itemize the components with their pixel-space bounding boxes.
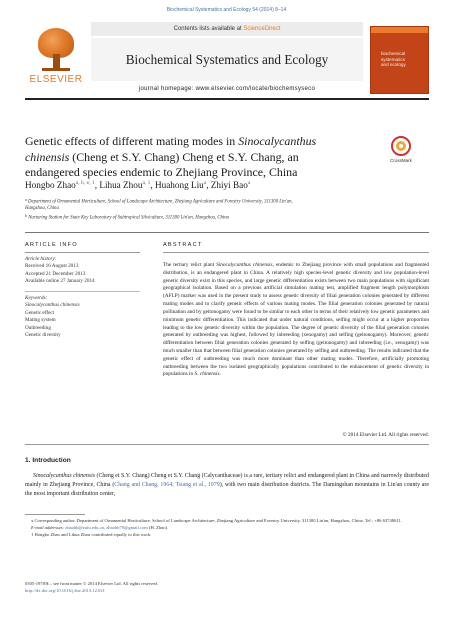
keyword-item: Mating system xyxy=(25,317,56,324)
email-line: E-mail addresses: zhaohb@zafu.edu.cn, zhaohb79@gmail.com (H. Zhao). xyxy=(31,524,169,530)
author-name[interactable]: Hongbo Zhao xyxy=(25,180,76,190)
online-date: Available online 27 January 2014 xyxy=(25,278,95,285)
elsevier-logo[interactable] xyxy=(25,26,87,92)
contents-bar xyxy=(91,22,363,36)
author-name[interactable]: Zhiyi Bao xyxy=(210,180,248,190)
journal-title-box xyxy=(91,38,363,81)
journal-header xyxy=(25,22,429,96)
sciencedirect-link[interactable]: ScienceDirect xyxy=(243,26,281,32)
keyword-item: Sinocalycanthus chinensis xyxy=(25,302,80,309)
keywords-label: Keywords: xyxy=(25,295,48,301)
author-affil-sup[interactable]: a, 1 xyxy=(142,180,151,186)
history-label: Article history: xyxy=(25,256,57,262)
cover-text xyxy=(381,51,427,68)
introduction-text: Sinocalycanthus chinensis (Cheng et S.Y. Chang) Cheng et S.Y. Chang (Calycanthaceae) is a rare, tertiary relict and endangered plant in China and narrowly distributed mainly in Zhejiang Province, China (Chang and Chang, 1964; Tsiang et al., 1979), with two main distribution districts. The Damingshan mountains in Lin'an county are the most important distribution center, xyxy=(25,473,429,497)
author-affil-sup[interactable]: a xyxy=(247,180,251,186)
footnotes xyxy=(25,518,429,539)
keyword-item: Genetic diversity xyxy=(25,331,61,338)
running-head: Biochemical Systematics and Ecology 54 (2014) 8–14 xyxy=(166,7,287,13)
journal-banner xyxy=(91,22,363,96)
citation-link[interactable]: Chang and Chang, 1964; Tsiang et al., 1979 xyxy=(114,481,220,488)
journal-cover-image[interactable] xyxy=(370,26,429,94)
article-history xyxy=(25,256,140,286)
article-title: Genetic effects of different mating modes in Sinocalycanthus chinensis (Cheng et S.Y. Chang) Cheng et S.Y. Chang, an endangered species endemic to Zhejiang Province, China xyxy=(25,134,317,180)
keyword-item: Genetic effect xyxy=(25,309,55,316)
article-meta xyxy=(25,580,325,594)
abstract-rule xyxy=(163,252,429,253)
keywords-block xyxy=(25,295,140,339)
crossmark-badge[interactable] xyxy=(374,136,428,163)
email-link[interactable]: zhaohb@zafu.edu.cn xyxy=(65,524,104,530)
abstract-heading: ABSTRACT xyxy=(163,242,203,248)
author-affil-sup[interactable]: a, b, ⁎, 1 xyxy=(75,180,95,186)
equal-contribution-note: 1 Hongbo Zhao and Lihua Zhou contributed equally to this work. xyxy=(31,531,152,537)
article-info-heading: ARTICLE INFO xyxy=(25,242,78,248)
publisher-name: ELSEVIER xyxy=(29,74,83,85)
issn-line: 0305-1978/$ – see front matter © 2014 Elsevier Ltd. All rights reserved. xyxy=(25,581,158,586)
journal-title: Biochemical Systematics and Ecology xyxy=(125,52,329,67)
cover-line: and ecology xyxy=(381,62,406,68)
article-info-rule xyxy=(25,252,140,253)
keyword-item: Outbreeding xyxy=(25,324,51,331)
section-divider xyxy=(25,444,429,445)
email-link[interactable]: zhaohb79@gmail.com xyxy=(106,524,148,530)
elsevier-tree-icon xyxy=(34,26,78,72)
crossmark-label: CrossMark xyxy=(390,158,412,163)
crossmark-icon xyxy=(391,136,411,156)
homepage-url-link[interactable]: www.elsevier.com/locate/biochemsyseco xyxy=(195,86,316,92)
abstract-text: The tertiary relict plant Sinocalycanthus chinensis, endemic to Zhejiang province with small populations and fragmented distribution, is an endangered plant in China. A relatively high species-level genetic diversity and low population-level genetic diversity exist in this species, and large genetic differentiation exists between two main populations with significant geographical isolation. Based on a previous artificial simulation mating test, amplified fragment length polymorphism (AFLP) marker was used in the present study to assess genetic diversity of filial generation colonies generated by different mating modes and to clarify genetic effects of various mating modes. The filial generation colonies generated by natural pollination and by geitonogamy were found to be similar to each other in terms of their relatively low genetic parameters and minimum genetic differentiation. This indicated that under natural conditions, selfing might occur at a higher proportion leading to the low genetic diversity within the population. The degree of genetic diversity of the filial generation colonies generated by outbreeding was highest, followed by inbreeding (xenogamy) and selfing (geitonogamy). Moreover, genetic differentiation between filial generation colonies generated by selfing (geitonogamy) and inbreeding (i.e., xenogamy) was much smaller than that between filial generation colonies generated by selfing and outbreeding. The results indicated that the genetic effect of outbreeding was much more dominant than other mating modes. Therefore, artificially promoting outbreeding between the two isolated geographically populations contributed to the enhancement of genetic diversity in populations in S. chinensis. xyxy=(163,262,429,378)
accepted-date: Accepted 21 December 2013 xyxy=(25,270,86,277)
info-divider xyxy=(25,291,140,292)
header-divider xyxy=(25,98,429,100)
cover-line: systematics xyxy=(381,56,405,62)
affiliations: $^a$ Department of Ornamental Horticulture, School of Landscape Architecture, Zhejiang Agriculture and Forestry University, 311300 Lin'an, Hangzhou, China $^b$ Nurturing Station for State Key Laboratory of Subtropical Silviculture, 311300 Lin'an, Hangzhou, China xyxy=(25,197,293,221)
abstract-copyright: © 2014 Elsevier Ltd. All rights reserved. xyxy=(342,432,429,438)
homepage-prefix: journal homepage: xyxy=(138,86,196,92)
contents-prefix: Contents lists available at xyxy=(173,26,244,32)
author-list: Hongbo Zhao$^{a, b, ⁎, 1}$, Lihua Zhou$^{a, 1}$, Huahong Liu$^a$, Zhiyi Bao$^a$ xyxy=(25,180,251,190)
author-name[interactable]: Huahong Liu xyxy=(155,180,204,190)
journal-homepage xyxy=(91,83,363,95)
footnote-rule xyxy=(25,514,85,515)
introduction-heading: 1. Introduction xyxy=(25,457,71,464)
author-affil-sup[interactable]: a xyxy=(203,180,207,186)
corresponding-author-note: ⁎ Corresponding author. Department of Ornamental Horticulture, School of Landscape Architecture, Zhejiang Agriculture and Forestry University, 311300 Lin'an, Hangzhou, China. Tel.: +86 63748611. xyxy=(31,518,402,523)
cover-line: biochemical xyxy=(381,51,406,56)
received-date: Received 16 August 2013 xyxy=(25,263,79,270)
author-name[interactable]: Lihua Zhou xyxy=(99,180,143,190)
section-divider xyxy=(25,232,429,233)
doi-link[interactable]: http://dx.doi.org/10.1016/j.bse.2013.12.021 xyxy=(25,588,105,594)
